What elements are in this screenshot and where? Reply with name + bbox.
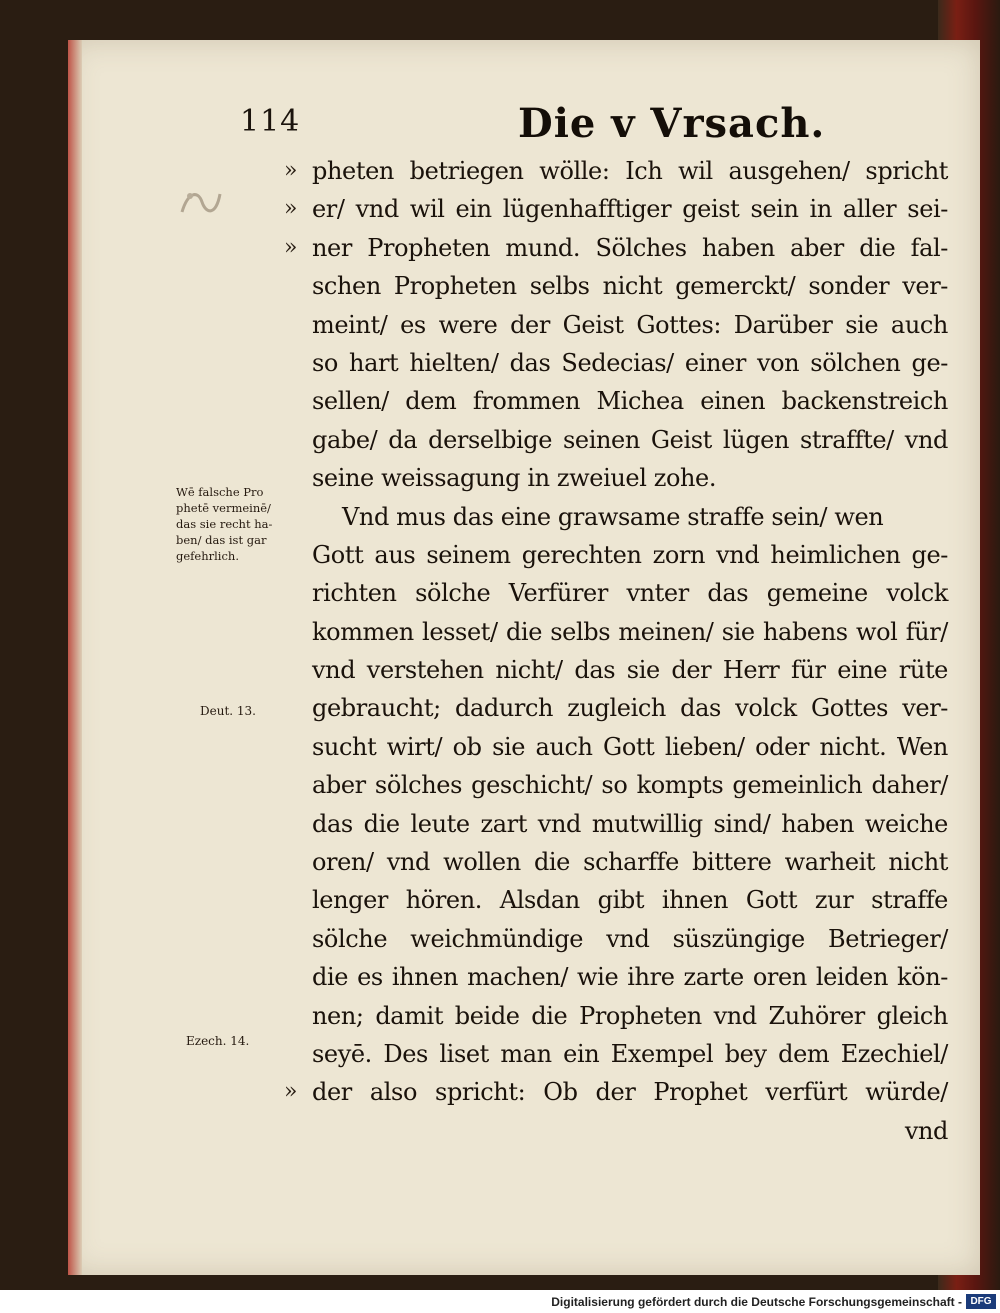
text-line [312,459,948,497]
text-line-content: so hart hielten/ das Sedecias/ einer von sölchen ge- [312,348,948,377]
footer-credit: Digitalisierung gefördert durch die Deutsche Forschungsgemeinschaft - [551,1295,962,1309]
text-line-content: gabe/ da derselbige seinen Geist lügen straffte/ vnd [312,425,948,454]
text-line-content: ner Propheten mund. Sölches haben aber die fal- [312,233,948,262]
text-line-content: die es ihnen machen/ wie ihre zarte oren leiden kön- [312,963,948,992]
margin-reference-ezech: Ezech. 14. [186,1034,250,1048]
text-line [284,229,948,267]
text-line [284,152,948,190]
text-line-content: nen; damit beide die Propheten vnd Zuhörer gleich [312,1001,948,1030]
text-line [312,536,948,574]
running-head: Die v Vrsach. [518,100,826,147]
text-line [312,306,948,344]
text-line-content: sölche weichmündige vnd süszüngige Betrieger/ [312,924,948,953]
text-line [312,881,948,919]
text-line-content: schen Propheten selbs nicht gemerckt/ sonder ver- [312,272,948,301]
text-line [312,498,948,536]
text-line-content: sellen/ dem frommen Michea einen backenstreich [312,387,948,416]
quote-mark: » [284,158,298,183]
text-line [312,805,948,843]
dfg-logo-icon: DFG [966,1294,996,1309]
text-line-content: kommen lesset/ die selbs meinen/ sie habens wol für/ [312,617,948,646]
text-line-content: pheten betriegen wölle: Ich wil ausgehen/ spricht [312,157,948,185]
margin-note-line: phetē vermeinē/ [176,501,271,515]
page-gutter-shade [68,40,82,1275]
text-line [284,190,948,228]
stray-ink-mark-icon [176,182,226,222]
footer-bar [0,1290,1000,1313]
text-line [312,613,948,651]
text-line-content: seine weissagung in zweiuel zohe. [312,464,717,493]
text-line [312,958,948,996]
text-line-content: aber sölches geschicht/ so kompts gemeinlich daher/ [312,771,948,800]
text-line [312,689,948,727]
text-line-content: das die leute zart vnd mutwillig sind/ haben weiche [312,809,948,838]
main-text-block [284,152,948,1150]
text-line-content: er/ vnd wil ein lügenhafftiger geist sein in aller sei- [312,195,948,224]
text-line-content: Gott aus seinem gerechten zorn vnd heimlichen ge- [312,540,948,569]
text-line [312,267,948,305]
text-line [312,728,948,766]
quote-mark: » [284,196,298,222]
text-line [312,920,948,958]
text-line-content: vnd verstehen nicht/ das sie der Herr für eine rüte [312,656,948,685]
margin-note-line: Wē falsche Pro [176,485,264,499]
text-line-content: meint/ es were der Geist Gottes: Darüber sie auch [312,310,948,339]
text-line-content: richten sölche Verfürer vnter das gemeine volck [312,579,948,608]
text-line [312,421,948,459]
margin-note-line: das sie recht ha- [176,517,273,531]
margin-note-line: gefehrlich. [176,549,239,563]
text-line [312,344,948,382]
text-line-content: lenger hören. Alsdan gibt ihnen Gott zur straffe [312,886,948,915]
text-line-content: gebraucht; dadurch zugleich das volck Gottes ver- [312,694,948,723]
text-line [312,651,948,689]
text-line [312,1112,948,1150]
text-line [312,1035,948,1073]
quote-mark: » [284,234,298,260]
text-line-content: Vnd mus das eine grawsame straffe sein/ wen [342,502,884,531]
text-line [312,766,948,804]
text-line [312,382,948,420]
text-line [312,997,948,1035]
text-line-content: der also spricht: Ob der Prophet verfürt würde/ [312,1078,948,1107]
margin-note-line: ben/ das ist gar [176,533,267,547]
quote-mark: » [284,1079,298,1105]
text-line-content: vnd [904,1116,948,1145]
page-number: 114 [240,104,301,139]
page-header [0,100,1000,160]
text-line [312,843,948,881]
margin-note [176,484,310,564]
text-line-content: seyē. Des liset man ein Exempel bey dem Ezechiel/ [312,1039,948,1068]
text-line-content: sucht wirt/ ob sie auch Gott lieben/ oder nicht. Wen [312,732,948,761]
text-line-content: oren/ vnd wollen die scharffe bittere warheit nicht [312,848,948,877]
text-line [312,574,948,612]
text-line [284,1073,948,1111]
margin-reference-deut: Deut. 13. [200,704,256,718]
